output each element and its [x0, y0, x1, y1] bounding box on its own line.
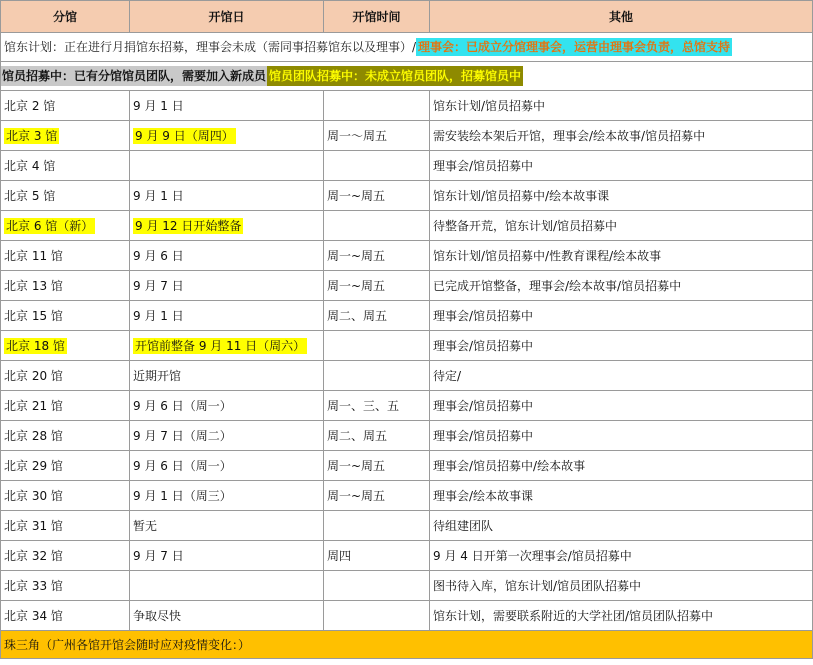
hours-cell: 周一~周五 — [324, 241, 430, 271]
hours-cell: 周一~周五 — [324, 271, 430, 301]
hours-cell — [324, 331, 430, 361]
open-date-cell: 9 月 7 日（周二） — [130, 421, 324, 451]
hours-cell — [324, 511, 430, 541]
notes-cell: 理事会/馆员招募中 — [430, 421, 813, 451]
hours-cell: 周二、周五 — [324, 421, 430, 451]
open-date-cell — [130, 571, 324, 601]
notes-cell: 理事会/馆员招募中 — [430, 331, 813, 361]
hours-cell: 周一~周五 — [324, 481, 430, 511]
hours-cell — [324, 211, 430, 241]
table-row — [1, 151, 813, 181]
branch-cell — [1, 121, 130, 151]
table-row — [1, 211, 813, 241]
open-date-cell — [130, 151, 324, 181]
notes-cell: 理事会/馆员招募中 — [430, 151, 813, 181]
branch-cell: 北京 32 馆 — [1, 541, 130, 571]
notes-cell: 图书待入库，馆东计划/馆员团队招募中 — [430, 571, 813, 601]
table-row — [1, 271, 813, 301]
branch-cell: 北京 31 馆 — [1, 511, 130, 541]
notes-cell: 待整备开荒，馆东计划/馆员招募中 — [430, 211, 813, 241]
footer-region-label: 珠三角（广州各馆开馆会随时应对疫情变化：） — [1, 631, 813, 659]
table-row — [1, 241, 813, 271]
branch-cell — [1, 211, 130, 241]
open-date-cell: 9 月 1 日 — [130, 301, 324, 331]
header-hours: 开馆时间 — [324, 1, 430, 33]
table-row — [1, 181, 813, 211]
table-row — [1, 571, 813, 601]
branch-cell: 北京 28 馆 — [1, 421, 130, 451]
open-date-cell: 9 月 6 日（周一） — [130, 391, 324, 421]
table-row — [1, 301, 813, 331]
branch-cell: 北京 33 馆 — [1, 571, 130, 601]
open-date-cell: 9 月 7 日 — [130, 541, 324, 571]
open-date-cell: 争取尽快 — [130, 601, 324, 631]
highlight: 北京 3 馆 — [6, 128, 58, 143]
branch-cell: 北京 34 馆 — [1, 601, 130, 631]
branch-cell: 北京 29 馆 — [1, 451, 130, 481]
notes-cell: 馆东计划/馆员招募中/性教育课程/绘本故事 — [430, 241, 813, 271]
open-date-cell: 暂无 — [130, 511, 324, 541]
table-row — [1, 481, 813, 511]
branch-cell: 北京 5 馆 — [1, 181, 130, 211]
header-branch: 分馆 — [1, 1, 130, 33]
branch-cell: 北京 21 馆 — [1, 391, 130, 421]
open-date-cell: 9 月 7 日 — [130, 271, 324, 301]
header-open-date: 开馆日 — [130, 1, 324, 33]
notes-cell: 馆东计划/馆员招募中 — [430, 91, 813, 121]
open-date-cell: 9 月 1 日（周三） — [130, 481, 324, 511]
branch-cell: 北京 2 馆 — [1, 91, 130, 121]
open-date-cell — [130, 211, 324, 241]
notes-cell: 馆东计划/馆员招募中/绘本故事课 — [430, 181, 813, 211]
notes-cell: 待组建团队 — [430, 511, 813, 541]
legend-plan: 馆东计划：正在进行月捐馆东招募，理事会未成（需同事招募馆东以及理事）/ — [4, 40, 417, 54]
branch-cell: 北京 13 馆 — [1, 271, 130, 301]
notes-cell: 待定/ — [430, 361, 813, 391]
hours-cell: 周一~周五 — [324, 181, 430, 211]
open-date-cell: 9 月 1 日 — [130, 181, 324, 211]
hours-cell: 周四 — [324, 541, 430, 571]
branch-cell: 北京 20 馆 — [1, 361, 130, 391]
legend-row-2 — [1, 62, 813, 91]
open-date-cell: 近期开馆 — [130, 361, 324, 391]
branch-cell: 北京 4 馆 — [1, 151, 130, 181]
open-date-cell — [130, 121, 324, 151]
table-row — [1, 121, 813, 151]
hours-cell — [324, 361, 430, 391]
branch-cell — [1, 331, 130, 361]
hours-cell — [324, 571, 430, 601]
notes-cell: 理事会/馆员招募中 — [430, 301, 813, 331]
highlight: 9 月 9 日（周四） — [135, 128, 234, 143]
hours-cell: 周一～周五 — [324, 121, 430, 151]
header-row — [1, 1, 813, 33]
hours-cell: 周一~周五 — [324, 451, 430, 481]
highlight: 开馆前整备 9 月 11 日（周六） — [135, 338, 306, 353]
notes-cell: 理事会/馆员招募中/绘本故事 — [430, 451, 813, 481]
open-date-cell: 9 月 1 日 — [130, 91, 324, 121]
hours-cell: 周二、周五 — [324, 301, 430, 331]
legend-council: 理事会：已成立分馆理事会，运营由理事会负责，总馆支持 — [418, 40, 731, 54]
branch-cell: 北京 11 馆 — [1, 241, 130, 271]
notes-cell: 需安装绘本架后开馆，理事会/绘本故事/馆员招募中 — [430, 121, 813, 151]
table-row — [1, 421, 813, 451]
footer-row — [1, 631, 813, 659]
highlight: 北京 18 馆 — [6, 338, 65, 353]
hours-cell: 周一、三、五 — [324, 391, 430, 421]
header-notes: 其他 — [430, 1, 813, 33]
open-date-cell: 9 月 6 日 — [130, 241, 324, 271]
legend-cell-2 — [1, 62, 813, 91]
hours-cell — [324, 601, 430, 631]
table-row — [1, 601, 813, 631]
hours-cell — [324, 91, 430, 121]
branch-cell: 北京 15 馆 — [1, 301, 130, 331]
branch-cell: 北京 30 馆 — [1, 481, 130, 511]
open-date-cell: 9 月 6 日（周一） — [130, 451, 324, 481]
highlight: 北京 6 馆（新） — [6, 218, 94, 233]
notes-cell: 馆东计划，需要联系附近的大学社团/馆员团队招募中 — [430, 601, 813, 631]
table-row — [1, 511, 813, 541]
legend-team-recruiting: 馆员团队招募中：未成立馆员团队，招募馆员中 — [267, 66, 523, 86]
legend-recruiting: 馆员招募中：已有分馆馆员团队，需要加入新成员 — [1, 66, 267, 86]
table-row — [1, 91, 813, 121]
table-row — [1, 361, 813, 391]
table-row — [1, 391, 813, 421]
open-date-cell — [130, 331, 324, 361]
notes-cell: 已完成开馆整备，理事会/绘本故事/馆员招募中 — [430, 271, 813, 301]
table-row — [1, 541, 813, 571]
highlight: 9 月 12 日开始整备 — [135, 218, 242, 233]
notes-cell: 理事会/绘本故事课 — [430, 481, 813, 511]
hours-cell — [324, 151, 430, 181]
notes-cell: 理事会/馆员招募中 — [430, 391, 813, 421]
table-row — [1, 451, 813, 481]
legend-cell-1 — [1, 33, 813, 62]
notes-cell: 9 月 4 日开第一次理事会/馆员招募中 — [430, 541, 813, 571]
legend-row-1 — [1, 33, 813, 62]
table-row — [1, 331, 813, 361]
